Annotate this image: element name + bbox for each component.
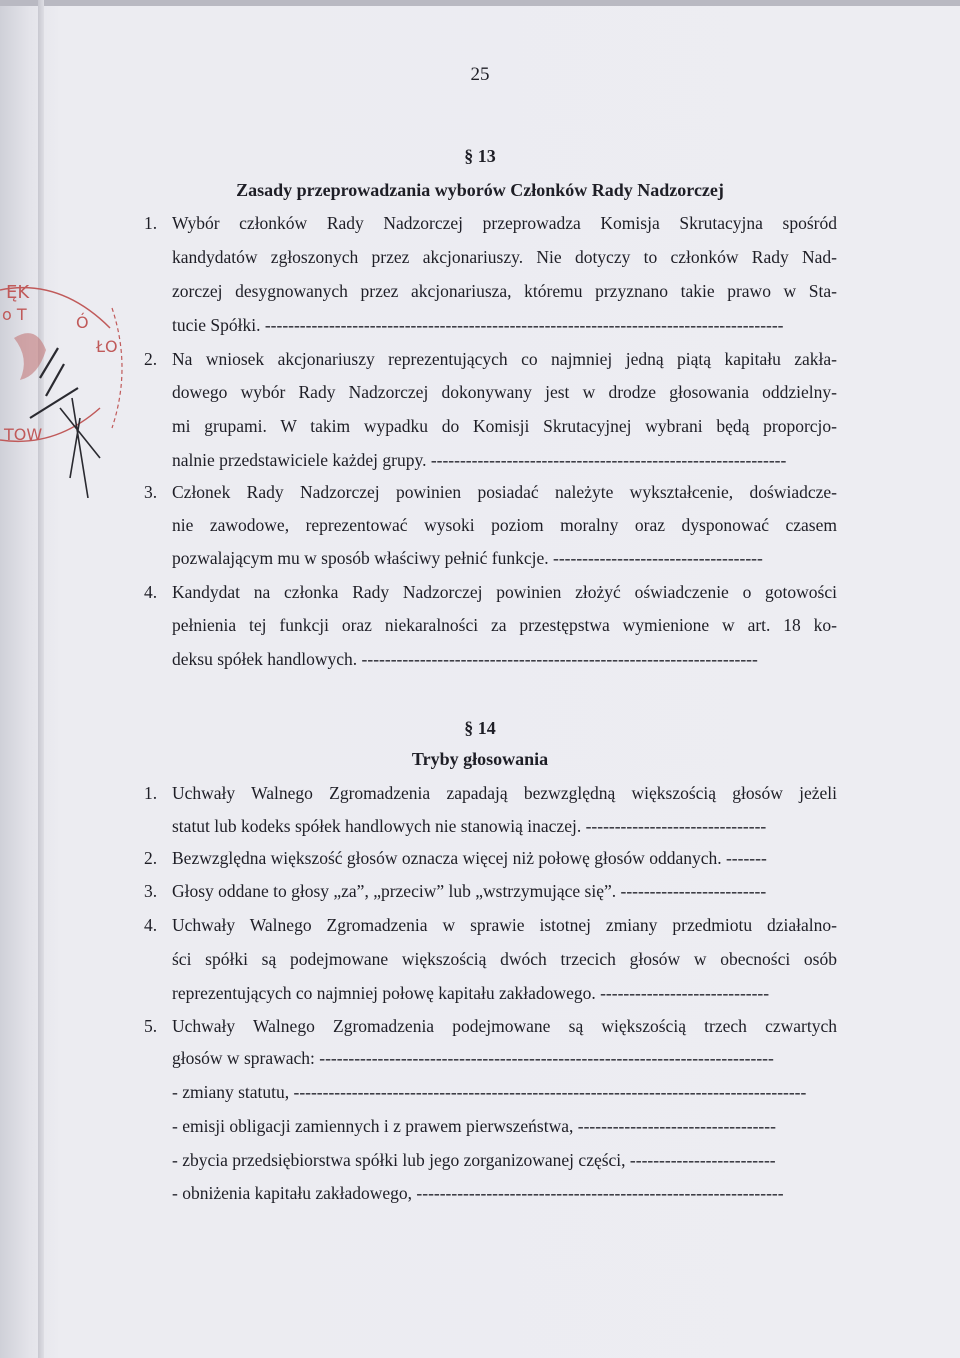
s13-item-3-line-1: Członek Rady Nadzorczej powinien posiadać należyte wykształcenie, doświadcze-	[172, 482, 837, 502]
s14-item-1-number: 1.	[144, 783, 158, 803]
s14-item-5-line-6: - obniżenia kapitału zakładowego, ---------------------------------------------------------------	[172, 1183, 784, 1203]
s14-item-1-line-2: statut lub kodeks spółek handlowych nie stanowią inaczej. -------------------------------	[172, 816, 767, 836]
s13-item-4-number: 4.	[144, 582, 158, 602]
s13-item-4-line-2: pełnienia tej funkcji oraz niekaralności za przestępstwa wymienione w art. 18 ko-	[172, 615, 837, 635]
s13-item-4-line-3: deksu spółek handlowych. --------------------------------------------------------------------	[172, 649, 758, 669]
s13-item-2-line-3: mi grupami. W takim wypadku do Komisji Skrutacyjnej wybrani będą proporcjo-	[172, 416, 837, 436]
s14-item-5-line-5: - zbycia przedsiębiorstwa spółki lub jego zorganizowanej części, -------------------------	[172, 1150, 776, 1170]
section-13-title: Zasady przeprowadzania wyborów Członków Rady Nadzorczej	[236, 180, 724, 200]
svg-text:TOW: TOW	[4, 425, 43, 444]
s13-item-2-line-2: dowego wybór Rady Nadzorczej dokonywany jest w drodze głosowania oddzielny-	[172, 382, 837, 402]
section-14-number: § 14	[464, 718, 496, 738]
s13-item-1-line-3: zorczej desygnowanych przez akcjonariusza, któremu przyznano takie prawo w Sta-	[172, 281, 837, 301]
page-number: 25	[470, 64, 490, 85]
s14-item-4-line-2: ści spółki są podejmowane większością dwóch trzecich głosów w obecności osób	[172, 949, 837, 969]
s14-item-3-line-1: Głosy oddane to głosy „za”, „przeciw” lub „wstrzymujące się”. -------------------------	[172, 881, 767, 901]
s13-item-3-number: 3.	[144, 482, 158, 502]
s13-item-2-number: 2.	[144, 349, 158, 369]
s14-item-5-line-4: - emisji obligacji zamiennych i z prawem pierwszeństwa, ----------------------------------	[172, 1116, 776, 1136]
s13-item-1-line-4: tucie Spółki. -----------------------------------------------------------------------------------------	[172, 315, 784, 335]
s14-item-4-line-3: reprezentujących co najmniej połowę kapitału zakładowego. -----------------------------	[172, 983, 770, 1003]
s14-item-2-line-1: Bezwzględna większość głosów oznacza więcej niż połowę głosów oddanych. -------	[172, 848, 767, 868]
svg-text:Ó: Ó	[76, 313, 89, 332]
s13-item-3-line-2: nie zawodowe, reprezentować wysoki poziom moralny oraz dysponować czasem	[172, 515, 837, 535]
s14-item-4-number: 4.	[144, 915, 158, 935]
s13-item-1-line-1: Wybór członków Rady Nadzorczej przeprowadza Komisja Skrutacyjna spośród	[172, 213, 837, 233]
s13-item-1-number: 1.	[144, 213, 158, 233]
svg-text:o T: o T	[2, 305, 27, 324]
s13-item-4-line-1: Kandydat na członka Rady Nadzorczej powinien złożyć oświadczenie o gotowości	[172, 582, 837, 602]
scan-top-edge	[0, 0, 960, 6]
section-14-title: Tryby głosowania	[411, 749, 549, 769]
svg-text:ŁO: ŁO	[96, 337, 118, 356]
s14-item-2-number: 2.	[144, 848, 158, 868]
s14-item-3-number: 3.	[144, 881, 158, 901]
s14-item-5-line-1: Uchwały Walnego Zgromadzenia podejmowane są większością trzech czwartych	[172, 1016, 837, 1036]
s14-item-5-line-2: głosów w sprawach: ------------------------------------------------------------------------------	[172, 1048, 774, 1068]
s13-item-2-line-1: Na wniosek akcjonariuszy reprezentujących co najmniej jedną piątą kapitału zakła-	[172, 349, 837, 369]
stamp-and-signature	[0, 268, 140, 498]
s13-item-3-line-3: pozwalającym mu w sposób właściwy pełnić funkcje. ------------------------------------	[172, 548, 763, 568]
binding-spine	[38, 0, 44, 1358]
s14-item-1-line-1: Uchwały Walnego Zgromadzenia zapadają bezwzględną większością głosów jeżeli	[172, 783, 837, 803]
s13-item-1-line-2: kandydatów zgłoszonych przez akcjonariuszy. Nie dotyczy to członków Rady Nad-	[172, 247, 837, 267]
s14-item-4-line-1: Uchwały Walnego Zgromadzenia w sprawie istotnej zmiany przedmiotu działalno-	[172, 915, 837, 935]
s13-item-2-line-4: nalnie przedstawiciele każdej grupy. -------------------------------------------------------------	[172, 450, 787, 470]
section-13-number: § 13	[464, 146, 496, 166]
svg-text:ĘK: ĘK	[6, 282, 30, 303]
s14-item-5-number: 5.	[144, 1016, 158, 1036]
s14-item-5-line-3: - zmiany statutu, ----------------------------------------------------------------------------------------	[172, 1082, 807, 1102]
